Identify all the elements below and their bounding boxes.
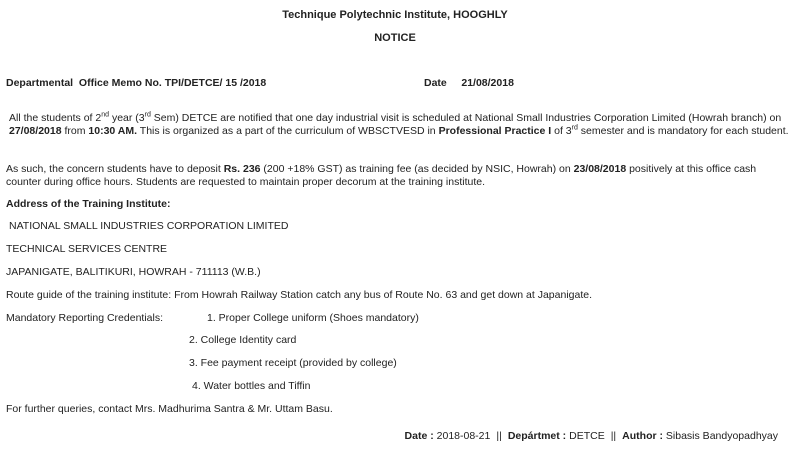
fee-amount: Rs. 236 [223, 163, 261, 175]
address-heading: Address of the Training Institute: [6, 198, 171, 210]
credential-item: 3. Fee payment receipt (provided by college) [189, 357, 397, 369]
footer-date-label: Date : [404, 430, 434, 442]
credential-item: 2. College Identity card [189, 334, 297, 346]
footer-author-value: Sibasis Bandyopadhyay [665, 430, 778, 442]
visit-date: 27/08/2018 [9, 124, 62, 137]
footer-dept-label: Depártmet : [507, 430, 567, 442]
route-guide: Route guide of the training institute: From Howrah Railway Station catch any bus of Route No. 63 and get down at Japanigate. [6, 289, 593, 301]
superscript: rd [144, 111, 151, 119]
footer-author-label: Author : [622, 430, 663, 442]
paragraph-fee [6, 163, 790, 188]
text-segment: (200 +18% GST) as training fee (as decided by NSIC, Howrah) on [260, 163, 574, 175]
credentials-label: Mandatory Reporting Credentials: [6, 312, 163, 324]
footer-dept-value: DETCE [569, 430, 605, 442]
superscript: rd [571, 124, 578, 131]
further-queries: For further queries, contact Mrs. Madhurima Santra & Mr. Uttam Basu. [6, 403, 333, 415]
text-segment: All the students of 2 [9, 112, 102, 124]
visit-time: 10:30 AM. [88, 124, 138, 137]
paragraph-visit [9, 112, 789, 137]
credential-item: 4. Water bottles and Tiffin [192, 380, 311, 392]
memo-date-value: 21/08/2018 [461, 77, 514, 89]
fee-deadline: 23/08/2018 [573, 163, 627, 175]
footer-date-value: 2018-08-21 [436, 430, 491, 442]
text-segment: semester and is mandatory for each student. [577, 124, 789, 137]
footer-separator: || [496, 430, 502, 442]
text-segment: This is organized as a part of the curriculum of WBSCTVESD in [137, 124, 439, 137]
text-segment: from [61, 124, 89, 137]
memo-number: Departmental Office Memo No. TPI/DETCE/ 15 /2018 [6, 77, 267, 89]
address-line-3: JAPANIGATE, BALITIKURI, HOWRAH - 711113 (W.B.) [6, 266, 261, 278]
notice-title: NOTICE [374, 32, 416, 44]
text-segment: As such, the concern students have to deposit [6, 163, 224, 175]
credential-item: 1. Proper College uniform (Shoes mandatory) [207, 312, 419, 324]
text-segment: of 3 [551, 124, 572, 137]
memo-date-label: Date [424, 77, 447, 89]
footer-separator: || [610, 430, 617, 442]
text-segment: Sem) DETCE are notified that one day industrial visit is scheduled at National Small Industries Corporation Limited (Howrah branch) on [150, 112, 782, 124]
superscript: nd [101, 111, 110, 119]
address-line-2: TECHNICAL SERVICES CENTRE [6, 243, 168, 255]
memo-date [424, 77, 514, 89]
course-name: Professional Practice I [438, 124, 552, 137]
text-segment: positively at this office cash counter during office hours. Students are requested to maintain proper decorum at the training institute. [6, 163, 757, 188]
document-footer [405, 430, 778, 442]
text-segment: year (3 [109, 112, 145, 124]
address-line-1: NATIONAL SMALL INDUSTRIES CORPORATION LIMITED [9, 220, 289, 232]
institute-title: Technique Polytechnic Institute, HOOGHLY [282, 9, 508, 21]
